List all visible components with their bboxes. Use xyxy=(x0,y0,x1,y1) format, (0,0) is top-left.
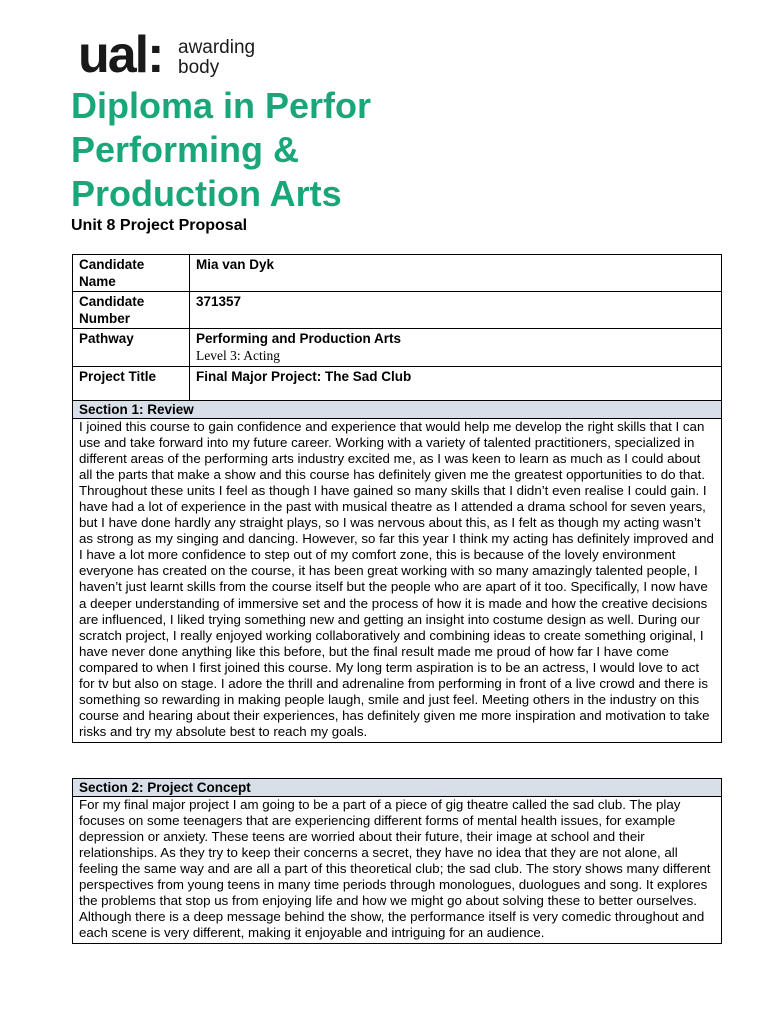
project-title-label: Project Title xyxy=(73,367,190,402)
title-line-2: Performing & xyxy=(71,129,300,170)
logo-wordmark xyxy=(178,38,255,78)
section-review-body: I joined this course to gain confidence and experience that would help me develop the right skills that I can use and take forward into my future career. Working with a variety of talented practitioners, specialized in different areas of the performing arts industry excited me, as I was keen to learn as much as I could about all the parts that make a show and this course has definitely given me the greatest opportunities to do that. Throughout these units I feel as though I have gained so many skills that I didn’t even realise I could gain. I have had a lot of experience in the past with musical theatre as I attended a drama school for seven years, but I have done hardly any straight plays, so I was nervous about this, as I felt as though my acting wasn’t as strong as my singing and dancing. However, so far this year I think my acting has definitely improved and I have a lot more confidence to step out of my comfort zone, this is because of the lovely environment everyone has created on the course, it has been great working with so many amazingly talented people, I haven’t just learnt skills from the course itself but the people who are apart of it too. Specifically, I now have a deeper understanding of immersive set and the process of how it is made and how the creative decisions are influenced, I liked trying something new and getting an insight into costume design as well. During our scratch project, I really enjoyed working collaboratively and combining ideas to create something original, I have never done anything like this before, but the final result made me proud of how far I have come compared to when I first joined this course. My long term aspiration is to be an actress, I would love to act for tv but also on stage. I adore the thrill and adrenaline from performing in front of a live crowd and there is something so rewarding in making people laugh, smile and just feel. Meeting others in the industry on this course and hearing about their experiences, has definitely given me more inspiration and motivation to take risks and try my absolute best to reach my goals. xyxy=(79,419,714,739)
section-review-heading: Section 1: Review xyxy=(73,401,721,419)
candidate-number-value: 371357 xyxy=(190,292,722,329)
section-review xyxy=(72,400,722,743)
section-concept-heading: Section 2: Project Concept xyxy=(73,779,721,797)
table-row xyxy=(73,292,722,329)
candidate-info-table xyxy=(72,254,722,402)
table-row xyxy=(73,329,722,367)
pathway-value: Performing and Production Arts xyxy=(196,331,402,346)
title-line-1: Diploma in Perfor xyxy=(71,85,372,126)
document-subtitle: Unit 8 Project Proposal xyxy=(71,217,248,234)
document-title xyxy=(71,84,711,216)
pathway-label: Pathway xyxy=(73,329,190,367)
table-row xyxy=(73,367,722,402)
table-row xyxy=(73,255,722,292)
candidate-name-value: Mia van Dyk xyxy=(190,255,722,292)
pathway-cell xyxy=(190,329,722,367)
section-concept-body: For my final major project I am going to be a part of a piece of gig theatre called the sad club. The play focuses on some teenagers that are experiencing different forms of mental health issues, for example depression or anxiety. These teens are worried about their future, their image at school and their relationships. As they try to keep their concerns a secret, they have no idea that they are not alone, all feeling the same way and are all a part of this theoretical club; the sad club. The story shows many different perspectives from young teens in many time periods through monologues, duologues and song. It explores the problems that stop us from enjoying life and how we might go about solving these to better ourselves. Although there is a deep message behind the show, the performance itself is very comedic throughout and each scene is very different, making it enjoyable and intriguing for an audience. xyxy=(79,797,711,941)
logo-line-1: awarding xyxy=(178,37,256,58)
pathway-level: Level 3: Acting xyxy=(196,348,280,363)
candidate-name-label: Candidate Name xyxy=(73,255,190,292)
title-line-3: Production Arts xyxy=(71,173,342,214)
section-project-concept xyxy=(72,778,722,944)
candidate-number-label: Candidate Number xyxy=(73,292,190,329)
project-title-value: Final Major Project: The Sad Club xyxy=(190,367,722,402)
logo-mark: ual: xyxy=(78,26,163,84)
logo-line-2: body xyxy=(178,57,220,78)
